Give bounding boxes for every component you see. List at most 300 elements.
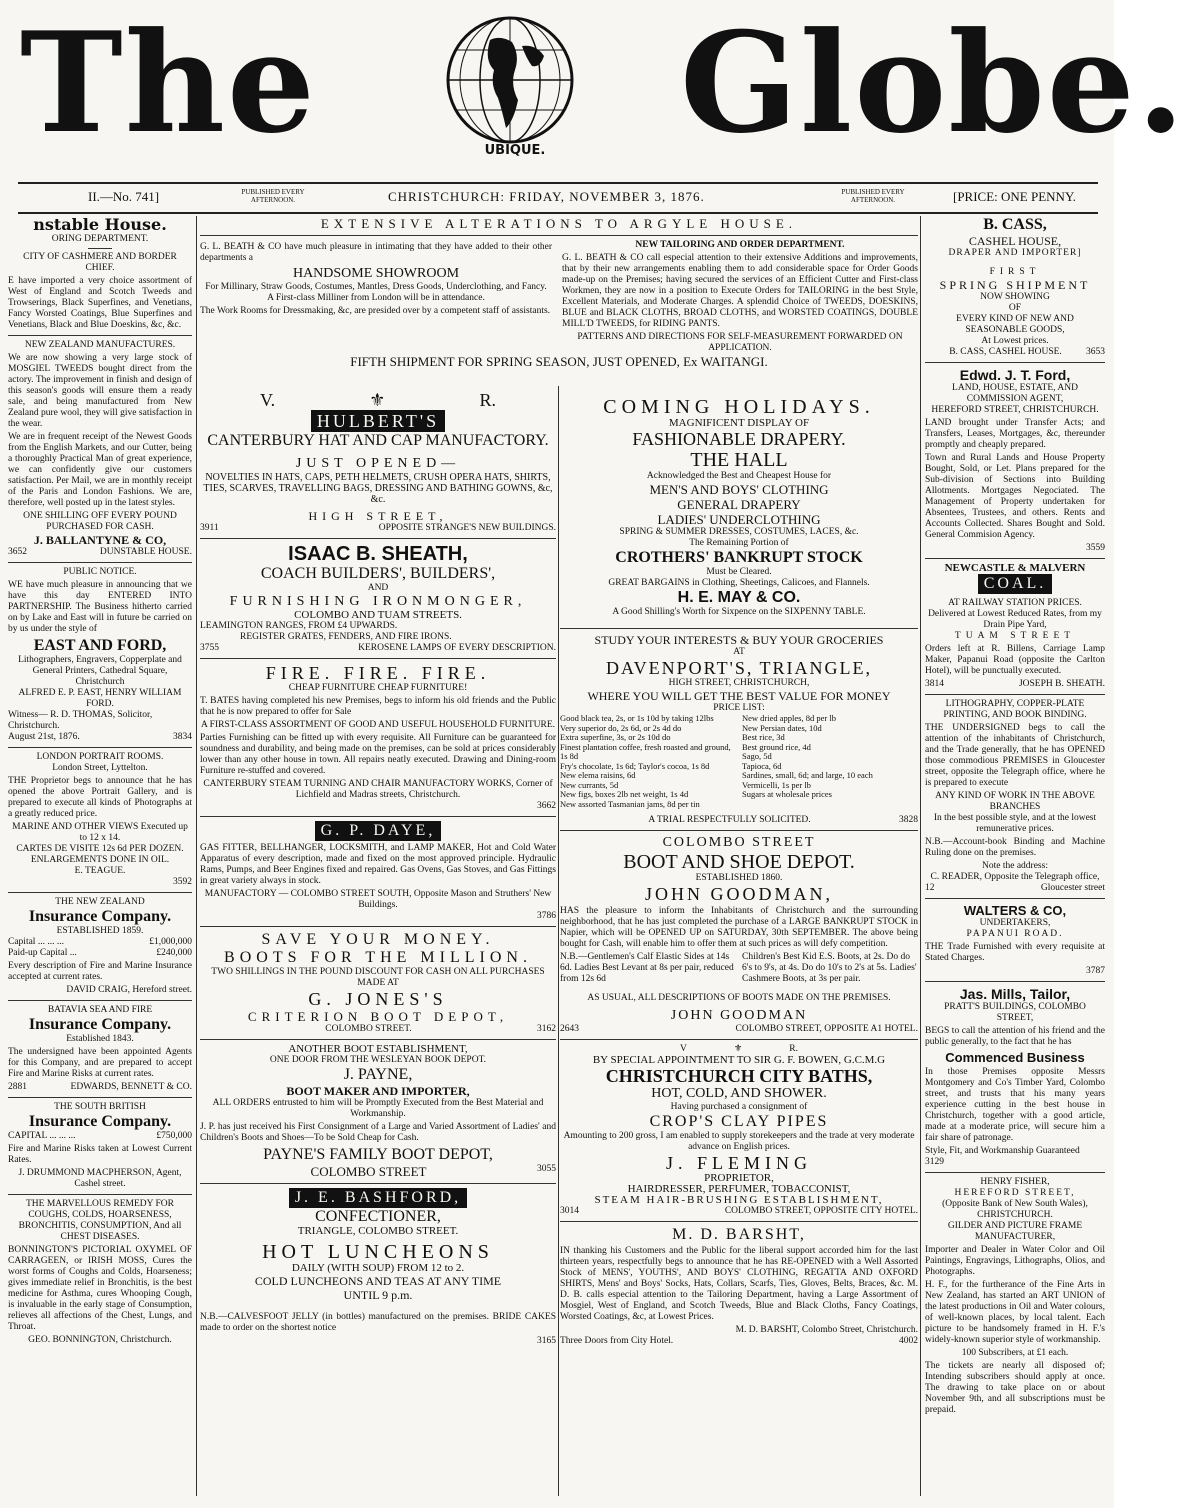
ad-text: For Millinary, Straw Goods, Costumes, Mantles, Dress Goods, Underclothing, and Fancy. xyxy=(205,282,547,292)
price-list-item: Best rice, 3d xyxy=(742,732,785,742)
divider xyxy=(925,558,1105,559)
ad-left-half xyxy=(200,240,552,354)
ad-text: A Good Shilling's Worth for Sixpence on the SIXPENNY TABLE. xyxy=(612,607,866,617)
ad-title: ANOTHER BOOT ESTABLISHMENT, xyxy=(288,1043,468,1055)
divider xyxy=(560,830,918,831)
divider xyxy=(8,1000,192,1001)
ad-body: T. BATES having completed his new Premises, begs to inform his old friends and the Public that he is now prepared to offer for Sale xyxy=(200,696,556,717)
divider xyxy=(200,538,556,539)
ad-text: FIRST xyxy=(989,267,1041,277)
ad-title: LONDON PORTRAIT ROOMS. xyxy=(36,752,164,762)
price-list-item: New currants, 5d xyxy=(560,779,619,790)
ad-text: KEROSENE LAMPS OF EVERY DESCRIPTION. xyxy=(358,643,556,653)
ad-number: 3755 xyxy=(200,643,219,653)
ad-text: COLOMBO STREET xyxy=(310,1164,427,1179)
ad-brand: J. PAYNE, xyxy=(343,1066,413,1083)
ad-henry-fisher xyxy=(925,1177,1105,1416)
ad-text: STEAM HAIR-BRUSHING ESTABLISHMENT, xyxy=(594,1194,884,1206)
ad-number: 3834 xyxy=(173,732,192,742)
ad-title: THE SOUTH BRITISH xyxy=(54,1102,146,1112)
ad-number: 3652 xyxy=(8,547,27,557)
ad-text: Acknowledged the Best and Cheapest House for xyxy=(646,471,832,481)
ad-signature: H. E. MAY & CO. xyxy=(677,589,801,606)
dateline xyxy=(18,182,1098,214)
ad-text: SPRING & SUMMER DRESSES, COSTUMES, LACES, &c. xyxy=(619,527,859,537)
ad-text: ENLARGEMENTS DONE IN OIL. xyxy=(30,855,170,865)
ad-body: The undersigned have been appointed Agents for this Company, and are prepared to accept Fire and Marine Risks at current rates. xyxy=(8,1047,192,1079)
ad-text: MANUFACTORY — COLOMBO STREET SOUTH, Opposite Mason and Struthers' New Buildings. xyxy=(204,889,552,910)
ad-text: 100 Subscribers, at £1 each. xyxy=(961,1348,1069,1358)
ad-body: In those Premises opposite Messrs Montgomery and Co's Timber Yard, Colombo street, and trusts that his many years experience cutting in the best house in Christchurch, together with a good article, made at a moderate price, will secure him a fair share of patronage. xyxy=(925,1067,1105,1143)
ad-title: nstable House. xyxy=(33,215,167,234)
divider xyxy=(200,1183,556,1184)
ad-brand: G. P. DAYE, xyxy=(315,821,442,841)
divider xyxy=(560,1039,918,1040)
price-list-left xyxy=(560,714,736,809)
ad-text: GREAT BARGAINS in Clothing, Sheetings, Calicoes, and Flannels. xyxy=(608,578,870,588)
price-list-item: New dried apples, 8d per lb xyxy=(742,713,836,723)
ad-text: JUST OPENED— xyxy=(295,456,461,471)
ad-lithography xyxy=(925,699,1105,894)
ad-body: THE UNDERSIGNED begs to call the attention of the inhabitants of Christchurch, and the Trade generally, that he has OPENED those commodious PREMISES in Gloucester street, opposite the Telegraph office, where he is prepared to execute xyxy=(925,723,1105,788)
ad-subtitle: CASHEL HOUSE, xyxy=(968,234,1062,248)
column-rule xyxy=(196,216,197,1496)
ad-number: 3165 xyxy=(537,1336,556,1346)
ad-dunstable-house xyxy=(8,216,192,558)
ad-daye xyxy=(200,821,556,922)
ad-south-british-insurance xyxy=(8,1102,192,1190)
ad-right-half xyxy=(562,240,918,354)
ad-text: AT xyxy=(733,647,745,657)
divider xyxy=(88,248,112,249)
ad-text: A TRIAL RESPECTFULLY SOLICITED. xyxy=(648,815,811,825)
ad-bates-furniture xyxy=(200,663,556,812)
ad-batavia-insurance xyxy=(8,1005,192,1093)
ad-signature: DAVID CRAIG, Hereford street. xyxy=(66,985,192,995)
ad-body: G. L. BEATH & CO call especial attention to their extensive Additions and improvements, that by their new arrangements enabling them to add considerable space for Order Goods made-up on the Premises; having secured the services of an Efficient Cutter and First-class Workmen, they are now in a position to Execute Orders for TAILORING in the best Style, Excellent Materials, and Moderate Charges. A splendid Choice of TWEEDS, DOESKINS, BLUE and BLACK CLOTHS, BROAD CLOTHS, and WORSTED COATINGS, DOUBLE MILL'D TWEEDS, for RIDING PANTS. xyxy=(562,253,918,329)
ad-number: 3911 xyxy=(200,523,219,533)
ad-subtitle: COACH BUILDERS', BUILDERS', xyxy=(260,565,496,582)
column-rule xyxy=(920,216,921,1496)
ad-title: FIRE. FIRE. FIRE. xyxy=(265,663,491,683)
ad-label: Capital ... ... ... xyxy=(8,937,64,947)
ad-number: 3014 xyxy=(560,1206,579,1216)
ad-subtitle: BOOT MAKER AND IMPORTER, xyxy=(286,1084,470,1098)
ad-text: Children's Best Kid E.S. Boots, at 2s. Do do 6's to 9's, at 4s. Do do 10's to 2's at 5s. Ladies' Cashmere Boots, at 3s per pair. xyxy=(742,952,917,984)
ad-number: 3162 xyxy=(536,1024,556,1034)
ad-body: G. L. BEATH & CO have much pleasure in intimating that they have added to their other departments a xyxy=(200,242,552,263)
ad-title: BATAVIA SEA AND FIRE xyxy=(47,1005,153,1015)
price-list-item: Extra superfine, 3s, or 2s 10d do xyxy=(560,732,671,742)
ad-body: Every description of Fire and Marine Insurance accepted at current rates. xyxy=(8,961,192,982)
ad-title: STUDY YOUR INTERESTS & BUY YOUR GROCERIES xyxy=(594,633,884,647)
ad-text: ESTABLISHED 1860. xyxy=(695,873,783,883)
ad-text: WHERE YOU WILL GET THE BEST VALUE FOR MONEY xyxy=(587,689,891,703)
ad-body: THE Trade Furnished with every requisite at Stated Charges. xyxy=(925,942,1105,963)
ad-text: PRICE LIST: xyxy=(713,703,765,713)
ad-text: DUNSTABLE HOUSE. xyxy=(99,547,192,557)
ad-text: Gloucester street xyxy=(1040,883,1105,893)
masthead-title-left: The xyxy=(20,1,317,164)
ad-text: AND xyxy=(367,583,389,593)
ad-number: 2881 xyxy=(8,1082,27,1092)
ad-text: CANTERBURY STEAM TURNING AND CHAIR MANUFACTORY WORKS, Corner of Lichfield and Madras streets, Christchurch. xyxy=(203,779,553,800)
ad-text: A First-class Milliner from London will be in attendance. xyxy=(267,293,485,303)
ad-title: THE NEW ZEALAND xyxy=(55,897,145,907)
price-list-item: Fry's chocolate, 1s 6d; Taylor's cocoa, 1s 8d xyxy=(560,760,710,771)
ad-text: Three Doors from City Hotel. xyxy=(560,1336,674,1346)
ad-new-zealand-insurance xyxy=(8,897,192,996)
divider xyxy=(200,1039,556,1040)
ad-text: A FIRST-CLASS ASSORTMENT OF GOOD AND USEFUL HOUSEHOLD FURNITURE. xyxy=(200,720,556,730)
divider xyxy=(925,1172,1105,1173)
ad-title: LITHOGRAPHY, COPPER-PLATE PRINTING, AND BOOK BINDING. xyxy=(943,699,1087,720)
price-list-item: Very superior do, 2s 6d, or 2s 4d do xyxy=(560,722,682,733)
royal-v: V. xyxy=(260,390,276,410)
royal-r: R. xyxy=(789,1044,798,1054)
divider xyxy=(8,562,192,563)
ad-text: Must be Cleared. xyxy=(706,567,772,577)
ad-text: LAND, HOUSE, ESTATE, AND COMMISSION AGENT, xyxy=(952,383,1078,404)
ad-body: WE have much pleasure in announcing that we have this day ENTERED INTO PARTNERSHIP. The Business hitherto carried on by Lake and East will in future be carried on by us under the style of xyxy=(8,580,192,634)
ad-body: Parties Furnishing can be fitted up with every requisite. All Furniture can be guaranteed for soundness and durability, and being made on the premises, can be sold at prices considerably lower than any other house in town. All repairs neatly executed. Drawing and Dining-room Furniture re-stuffed and covered. xyxy=(200,733,556,776)
publication-note-2: PUBLISHED EVERY AFTERNOON. xyxy=(841,188,905,204)
ad-argyle-house xyxy=(200,216,918,382)
ad-brand: THE HALL xyxy=(690,449,788,471)
ad-body: Town and Rural Lands and House Property Bought, Sold, or Let. Plans prepared for the Sub-division of Sections into Building Allotments. Mortgages Negociated. The Management of Property undertaken for Absentees, Trustees, and others. Rents and Accounts Collected. Shares Bought and Sold. General Commision Agency. xyxy=(925,453,1105,540)
divider xyxy=(200,658,556,659)
divider xyxy=(925,981,1105,982)
ad-body: The tickets are nearly all disposed of; Intending subscribers should apply at once. The drawing to take place on or about November 9th, and all subscriptions must be prepaid. xyxy=(925,1361,1105,1415)
ad-subtitle: Commenced Business xyxy=(945,1050,1085,1065)
ad-text: ORING DEPARTMENT. xyxy=(51,234,149,244)
ad-body: E have imported a very choice assortment of West of England and Scotch Tweeds and Trowserings, Black Superfines, and Venetians, Fancy Worsted Coatings, Blue Superfines and Venetians, Black and Blue Doeskins, &c, &c. xyxy=(8,276,192,330)
price-list-item: Sugars at wholesale prices xyxy=(742,789,832,799)
ad-text: The Remaining Portion of xyxy=(689,538,789,548)
ad-body: The Work Rooms for Dressmaking, &c, are presided over by a competent staff of assistants. xyxy=(200,306,551,316)
ad-city-baths xyxy=(560,1044,918,1217)
price-list-item: Finest plantation coffee, fresh roasted and ground, 1s 8d xyxy=(560,741,731,761)
ad-body: We are now showing a very large stock of MOSGIEL TWEEDS bought direct from the actory. The improvement in finish and design of this season's goods will ensure them a ready sale, and being manufactured from New Zealand pure wool, they will give satisfaction in the wear. xyxy=(8,353,192,429)
ad-text: CHEAP FURNITURE CHEAP FURNITURE! xyxy=(288,683,468,693)
column-4 xyxy=(925,216,1105,1496)
ad-text: PATTERNS AND DIRECTIONS FOR SELF-MEASUREMENT FORWARDED ON APPLICATION. xyxy=(577,332,903,353)
divider xyxy=(200,235,918,236)
ad-text: EVERY KIND OF NEW AND SEASONABLE GOODS, xyxy=(956,314,1074,335)
ad-showroom: HANDSOME SHOWROOM xyxy=(292,266,460,281)
ad-text: NEW ZEALAND MANUFACTURES. xyxy=(24,340,176,350)
divider xyxy=(8,892,192,893)
ad-brand: Edwd. J. T. Ford, xyxy=(959,367,1071,383)
ad-text: DRAPER AND IMPORTER] xyxy=(948,248,1082,258)
ad-signature: M. D. BARSHT, Colombo Street, Christchurch. xyxy=(735,1325,918,1335)
price-list-item: New elema raisins, 6d xyxy=(560,770,636,780)
ad-text: N.B.—Gentlemen's Calf Elastic Sides at 14s 6d. Ladies Best Levant at 8s per pair, reduced from 12s 6d xyxy=(560,952,734,984)
place-date: CHRISTCHURCH: FRIDAY, NOVEMBER 3, 1876. xyxy=(388,189,705,204)
ad-brand: HENRY FISHER, xyxy=(980,1177,1050,1187)
ad-subtitle: CONFECTIONER, xyxy=(315,1208,441,1225)
ad-subtitle: CROP'S CLAY PIPES xyxy=(649,1113,829,1130)
ad-body: LAND brought under Transfer Acts; and Transfers, Leases, Mortgages, &c, thereunder promptly and cheaply prepared. xyxy=(925,418,1105,450)
ad-text: ESTABLISHED 1859. xyxy=(56,926,144,936)
ad-text: COLD LUNCHEONS AND TEAS AT ANY TIME xyxy=(254,1274,502,1288)
ad-number: 3662 xyxy=(537,801,556,811)
price-list-item: New assorted Tasmanian jams, 8d per tin xyxy=(560,798,700,809)
ad-text: BY SPECIAL APPOINTMENT TO SIR G. F. BOWEN, G.C.M.G xyxy=(592,1054,886,1066)
ad-subtitle: CANTERBURY HAT AND CAP MANUFACTORY. xyxy=(207,432,549,449)
ad-brand: DAVENPORT'S, TRIANGLE, xyxy=(605,658,872,678)
ad-text: UNTIL 9 p.m. xyxy=(343,1288,413,1302)
ad-body: H. F., for the furtherance of the Fine Arts in New Zealand, has started an ART UNION of the latest productions in Oil and Water colours, of well-known places, by local talent. Each picture to be handsomely framed in H. F.'s widely-known superior style of workmanship. xyxy=(925,1280,1105,1345)
ad-text: OPPOSITE STRANGE'S NEW BUILDINGS. xyxy=(378,523,556,533)
ad-edwd-ford xyxy=(925,367,1105,554)
ad-text: Having purchased a consignment of xyxy=(670,1102,808,1112)
crest-icon: ⚜ xyxy=(733,1044,743,1054)
ad-goodman-boots xyxy=(560,835,918,1035)
royal-r: R. xyxy=(479,390,496,410)
ad-text: Style, Fit, and Workmanship Guaranteed xyxy=(925,1146,1080,1156)
divider xyxy=(8,747,192,748)
ad-bonnington-remedy xyxy=(8,1199,192,1346)
column-rule xyxy=(558,386,559,1496)
ad-body: BEGS to call the attention of his friend and the public generally, to the fact that he has xyxy=(925,1026,1105,1047)
ad-body: Orders left at R. Billens, Carriage Lamp Maker, Papanui Road (opposite the Carlton Hotel), will be punctually executed. xyxy=(925,644,1105,676)
company-name: Insurance Company. xyxy=(28,908,172,925)
ad-text: PRATT'S BUILDINGS, COLOMBO STREET, xyxy=(944,1002,1086,1023)
ad-subtitle: BOOT AND SHOE DEPOT. xyxy=(623,851,855,873)
ad-signature: J. DRUMMOND MACPHERSON, Agent, Cashel street. xyxy=(18,1168,182,1189)
ad-text: TWO SHILLINGS IN THE POUND DISCOUNT FOR CASH ON ALL PURCHASES MADE AT xyxy=(211,967,545,988)
ad-body: Fire and Marine Risks taken at Lowest Current Rates. xyxy=(8,1144,192,1165)
divider xyxy=(925,898,1105,899)
ad-number: 3653 xyxy=(1086,347,1105,357)
ad-text: LEAMINGTON RANGES, FROM £4 UPWARDS. xyxy=(200,621,398,631)
ad-east-and-ford xyxy=(8,567,192,743)
ad-text: OF xyxy=(1008,303,1022,313)
ad-brand: M. D. BARSHT, xyxy=(672,1226,806,1243)
ad-date: August 21st, 1876. xyxy=(8,732,80,742)
ad-subtitle: BOOTS FOR THE MILLION. xyxy=(224,949,532,966)
ad-text: Delivered at Lowest Reduced Rates, from my Drain Pipe Yard, xyxy=(928,609,1102,630)
divider xyxy=(8,1194,192,1195)
ad-text: HEREFORD STREET, CHRISTCHURCH. xyxy=(931,405,1099,415)
ad-text: COLOMBO STREET. xyxy=(325,1024,412,1034)
company-name: Insurance Company. xyxy=(28,1113,172,1130)
ad-text: TUAM STREET xyxy=(954,631,1076,641)
ad-text: GENERAL DRAPERY xyxy=(677,497,801,512)
ad-text: In the best possible style, and at the lowest remunerative prices. xyxy=(933,813,1097,834)
divider xyxy=(925,362,1105,363)
price-list-item: New figs, boxes 2lb net weight, 1s 4d xyxy=(560,789,689,799)
ad-brand: G. JONES'S xyxy=(308,989,448,1009)
ad-text: PAPANUI ROAD. xyxy=(966,929,1064,939)
ad-text: London Street, Lyttelton. xyxy=(52,763,148,773)
ad-label: CAPITAL ... ... ... xyxy=(8,1131,76,1141)
ad-text: (Opposite Bank of New South Wales), xyxy=(942,1199,1088,1209)
divider xyxy=(8,335,192,336)
ad-text: NOW SHOWING xyxy=(980,292,1050,302)
price-list-item: Vermicelli, 1s per lb xyxy=(742,779,811,790)
ad-body: THE Proprietor begs to announce that he has opened the above Portrait Gallery, and is prepared to execute all kinds of Photographs at a greatly reduced price. xyxy=(8,776,192,819)
ad-signature: B. CASS, CASHEL HOUSE. xyxy=(949,347,1062,357)
ad-subtitle: GILDER AND PICTURE FRAME MANUFACTURER, xyxy=(947,1221,1083,1242)
divider xyxy=(200,816,556,817)
ad-text: ONE SHILLING OFF EVERY POUND PURCHASED FOR CASH. xyxy=(23,511,177,532)
ad-text: Witness— R. D. THOMAS, Solicitor, Christchurch. xyxy=(8,710,153,731)
ad-number: 2643 xyxy=(560,1024,579,1034)
ad-title: COLOMBO STREET xyxy=(662,835,816,850)
ad-text: COLOMBO AND TUAM STREETS. xyxy=(294,609,462,621)
ad-brand: ISAAC B. SHEATH, xyxy=(288,543,468,565)
column-1 xyxy=(8,216,192,1496)
price-list-right xyxy=(742,714,918,809)
ad-label: Paid-up Capital ... xyxy=(8,948,77,958)
ad-value: £1,000,000 xyxy=(149,937,192,947)
ad-text: Note the address: xyxy=(982,861,1048,871)
ad-isaac-sheath xyxy=(200,543,556,654)
ad-brand: WALTERS & CO, xyxy=(963,903,1067,918)
column-3 xyxy=(560,390,918,1496)
masthead-title-right: Globe. xyxy=(680,1,1187,164)
publication-note: PUBLISHED EVERY AFTERNOON. xyxy=(241,188,305,204)
ad-signature: EDWARDS, BENNETT & CO. xyxy=(70,1082,192,1092)
ad-text: UNDERTAKERS, xyxy=(979,918,1051,928)
ad-body: N.B.—Account-book Binding and Machine Ruling done on the premises. xyxy=(925,837,1105,858)
ad-davenports xyxy=(560,633,918,826)
crest-icon: ⚜ xyxy=(369,390,386,410)
divider xyxy=(200,926,556,927)
ad-number: 3814 xyxy=(925,679,944,689)
ad-text: HAIRDRESSER, PERFUMER, TOBACCONIST, xyxy=(627,1183,851,1195)
ad-subtitle: CRITERION BOOT DEPOT, xyxy=(247,1009,509,1024)
ad-text: ALFRED E. P. EAST, HENRY WILLIAM FORD. xyxy=(18,688,182,709)
ad-street: HIGH STREET, xyxy=(308,509,448,523)
ad-subtitle: FURNISHING IRONMONGER, xyxy=(229,594,527,609)
ad-body: We are in frequent receipt of the Newest Goods from the English Markets, and our Cutter, being a thoroughly Practical Man of great experience, we can confidently give our customers satisfaction. Per Mail, we are in monthly receipt of the Paris and London Fashions. We are, therefore, well posted up in the latest styles. xyxy=(8,432,192,508)
ad-text: HIGH STREET, CHRISTCHURCH, xyxy=(668,678,810,688)
price-list-item: Best ground rice, 4d xyxy=(742,741,811,752)
ad-jones-boots xyxy=(200,931,556,1035)
ad-subtitle: PAYNE'S FAMILY BOOT DEPOT, xyxy=(263,1146,493,1163)
issue-number: II.—No. 741] xyxy=(88,189,160,204)
ad-title: THE MARVELLOUS REMEDY FOR COUGHS, COLDS, HOARSENESS, BRONCHITIS, CONSUMPTION, And all CHEST DISEASES. xyxy=(18,1199,182,1242)
ad-title: NEW TAILORING AND ORDER DEPARTMENT. xyxy=(635,240,845,250)
ad-value: £240,000 xyxy=(156,948,192,958)
royal-v: V xyxy=(680,1044,687,1054)
ad-signature: GEO. BONNINGTON, Christchurch. xyxy=(28,1335,172,1345)
ad-signature: J. BALLANTYNE & CO, xyxy=(33,533,167,547)
ad-brand: B. CASS, xyxy=(983,216,1047,233)
ad-title: NEWCASTLE & MALVERN xyxy=(944,562,1086,574)
ad-brand: HULBERT'S xyxy=(311,410,445,432)
price: [PRICE: ONE PENNY. xyxy=(953,189,1076,204)
ad-body: Importer and Dealer in Water Color and Oil Paintings, Engravings, Lithographs, Olios, and Photographs. xyxy=(925,1245,1105,1277)
price-list-item: Sardines, small, 6d; and large, 10 each xyxy=(742,770,873,780)
ad-body: IN thanking his Customers and the Public for the liberal support accorded him for the last thirteen years, respectfully begs to announce that he has RE-OPENED with a Well Assorted Stock of MENS', YOUTHS', AND BOYS' CLOTHING, REGATTA AND OXFORD SHIRTS, Mens' and Boys' Socks, Hats, Collars, Scarfs, Ties, Gloves, Belts, Braces, &c. M. D. B. calls especial attention to the Tailoring Department, having a Large Assortment of Mosgiel, West of England, and Scotch Tweeds, Blue and Black Cloths, Fancy Coatings, Worsted Coatings, &c, at Lowest Prices. xyxy=(560,1246,918,1322)
price-list xyxy=(560,714,918,809)
ad-title: COMING HOLIDAYS. xyxy=(603,396,875,418)
ad-number: 4002 xyxy=(899,1336,918,1346)
ad-body: N.B.—CALVESFOOT JELLY (in bottles) manufactured on the premises. BRIDE CAKES made to order on the shortest notice xyxy=(200,1312,556,1333)
ad-text: CARTES DE VISITE 12s 6d PER DOZEN. xyxy=(16,844,184,854)
ad-brand: COAL. xyxy=(978,574,1053,594)
price-list-item: Tapioca, 6d xyxy=(742,760,782,771)
ad-signature: J. FLEMING xyxy=(665,1153,812,1173)
ad-text: COLOMBO STREET, OPPOSITE A1 HOTEL. xyxy=(735,1024,918,1034)
ad-number: 3129 xyxy=(925,1157,944,1167)
ad-b-cass xyxy=(925,216,1105,358)
ad-barsht xyxy=(560,1226,918,1347)
ad-newcastle-coal xyxy=(925,563,1105,690)
ad-text: AT RAILWAY STATION PRICES. xyxy=(948,598,1082,608)
ad-text: DAILY (WITH SOUP) FROM 12 to 2. xyxy=(291,1262,465,1274)
ad-title: SAVE YOUR MONEY. xyxy=(261,931,495,948)
divider xyxy=(925,694,1105,695)
divider xyxy=(560,628,918,629)
firm-name: EAST AND FORD, xyxy=(33,637,167,654)
ad-text: CITY OF CASHMERE AND BORDER CHIEF. xyxy=(23,252,177,273)
ad-the-hall xyxy=(560,396,918,618)
ad-body: NOVELTIES IN HATS, CAPS, PETH HELMETS, CRUSH OPERA HATS, SHIRTS, TIES, SCARVES, TRAVELLING BAGS, DRESSING AND BATHING GOWNS, &c, &c. xyxy=(203,472,553,505)
price-list-item: Good black tea, 2s, or 1s 10d by taking 12lbs xyxy=(560,713,714,723)
ad-brand: Jas. Mills, Tailor, xyxy=(959,986,1071,1002)
ad-text: Established 1843. xyxy=(66,1034,134,1044)
ad-text: PROPRIETOR, xyxy=(704,1172,774,1184)
ad-text: MAGNIFICENT DISPLAY OF xyxy=(668,417,810,429)
ad-brand: J. E. BASHFORD, xyxy=(289,1188,467,1208)
masthead-motto: UBIQUE. xyxy=(484,143,546,158)
ad-body: HAS the pleasure to inform the Inhabitants of Christchurch and the surrounding neighborhood, that he has just completed the purchase of a LARGE BANKRUPT STOCK in Napier, which will be OPENED UP on SATURDAY, 30th SEPTEMBER. The above being bought for Cash, will enable him to offer them at such prices as will defy competition. xyxy=(560,906,918,949)
ad-text: Lithographers, Engravers, Copperplate and General Printers, Cathedral Square, Christchurch xyxy=(18,655,182,687)
ad-number: 12 xyxy=(925,883,935,893)
ad-subtitle: SPRING SHIPMENT xyxy=(939,278,1091,292)
ad-footer: FIFTH SHIPMENT FOR SPRING SEASON, JUST OPENED, Ex WAITANGI. xyxy=(350,354,768,369)
ad-bashford xyxy=(200,1188,556,1347)
ad-signature: E. TEAGUE. xyxy=(74,866,126,876)
ad-text: TRIANGLE, COLOMBO STREET. xyxy=(297,1225,459,1237)
masthead xyxy=(0,0,1187,175)
ad-number: 3559 xyxy=(1086,543,1105,553)
ad-number: 3592 xyxy=(173,877,192,887)
ad-text: CHRISTCHURCH. xyxy=(977,1210,1053,1220)
ad-subtitle: HOT, COLD, AND SHOWER. xyxy=(651,1086,827,1101)
ad-number: 3055 xyxy=(536,1164,556,1174)
divider xyxy=(8,1097,192,1098)
ad-text: At Lowest prices. xyxy=(981,336,1049,346)
ad-text: LADIES' UNDERCLOTHING xyxy=(657,512,821,527)
company-name: Insurance Company. xyxy=(28,1016,172,1033)
ad-body: GAS FITTER, BELLHANGER, LOCKSMITH, and LAMP MAKER, Hot and Cold Water Apparatus of every description, made and fixed on the most approved principle. Hydraulic Rams, Pumps, and Beer Engines fixed and repaired. Gas Ovens, Gas Stoves, and Gas Fittings in great variety always in stock. xyxy=(200,843,556,886)
ad-brand: JOHN GOODMAN, xyxy=(644,884,833,904)
ad-number: 3786 xyxy=(537,911,556,921)
ad-subtitle: FASHIONABLE DRAPERY. xyxy=(632,429,846,449)
ad-text: ALL ORDERS entrusted to him will be Promptly Executed from the Best Material and Workmanship. xyxy=(212,1098,544,1119)
ad-headline: EXTENSIVE ALTERATIONS TO ARGYLE HOUSE. xyxy=(320,216,798,231)
ad-text: REGISTER GRATES, FENDERS, AND FIRE IRONS. xyxy=(240,632,452,642)
ad-text: ONE DOOR FROM THE WESLEYAN BOOK DEPOT. xyxy=(269,1055,487,1065)
ad-text: AS USUAL, ALL DESCRIPTIONS OF BOOTS MADE ON THE PREMISES. xyxy=(587,993,891,1003)
ad-signature: C. READER, Opposite the Telegraph office, xyxy=(930,872,1100,882)
ad-walters xyxy=(925,903,1105,977)
ad-subtitle: CROTHERS' BANKRUPT STOCK xyxy=(615,549,863,566)
ad-title: PUBLIC NOTICE. xyxy=(63,567,137,577)
ad-payne-boots xyxy=(200,1044,556,1179)
ad-title: HOT LUNCHEONS xyxy=(262,1241,494,1263)
ad-body: BONNINGTON'S PICTORIAL OXYMEL OF CARRAGEEN, or IRISH MOSS, Cures the worst forms of Coughs and Colds, Hoarseness; gives immediate relief in Bronchitis, is the best medicine for Asthma, cures Whooping Cough, is invaluable in the early stage of Consumption, relieves all affections of the Chest, Lungs, and Throat. xyxy=(8,1245,192,1332)
ad-body: J. P. has just received his First Consignment of a Large and Varied Assortment of Ladies' and Children's Boots and Shoes—To be Sold Cheap for Cash. xyxy=(200,1122,556,1143)
ad-number: 3828 xyxy=(899,815,918,825)
ad-brand: CHRISTCHURCH CITY BATHS, xyxy=(605,1066,873,1086)
